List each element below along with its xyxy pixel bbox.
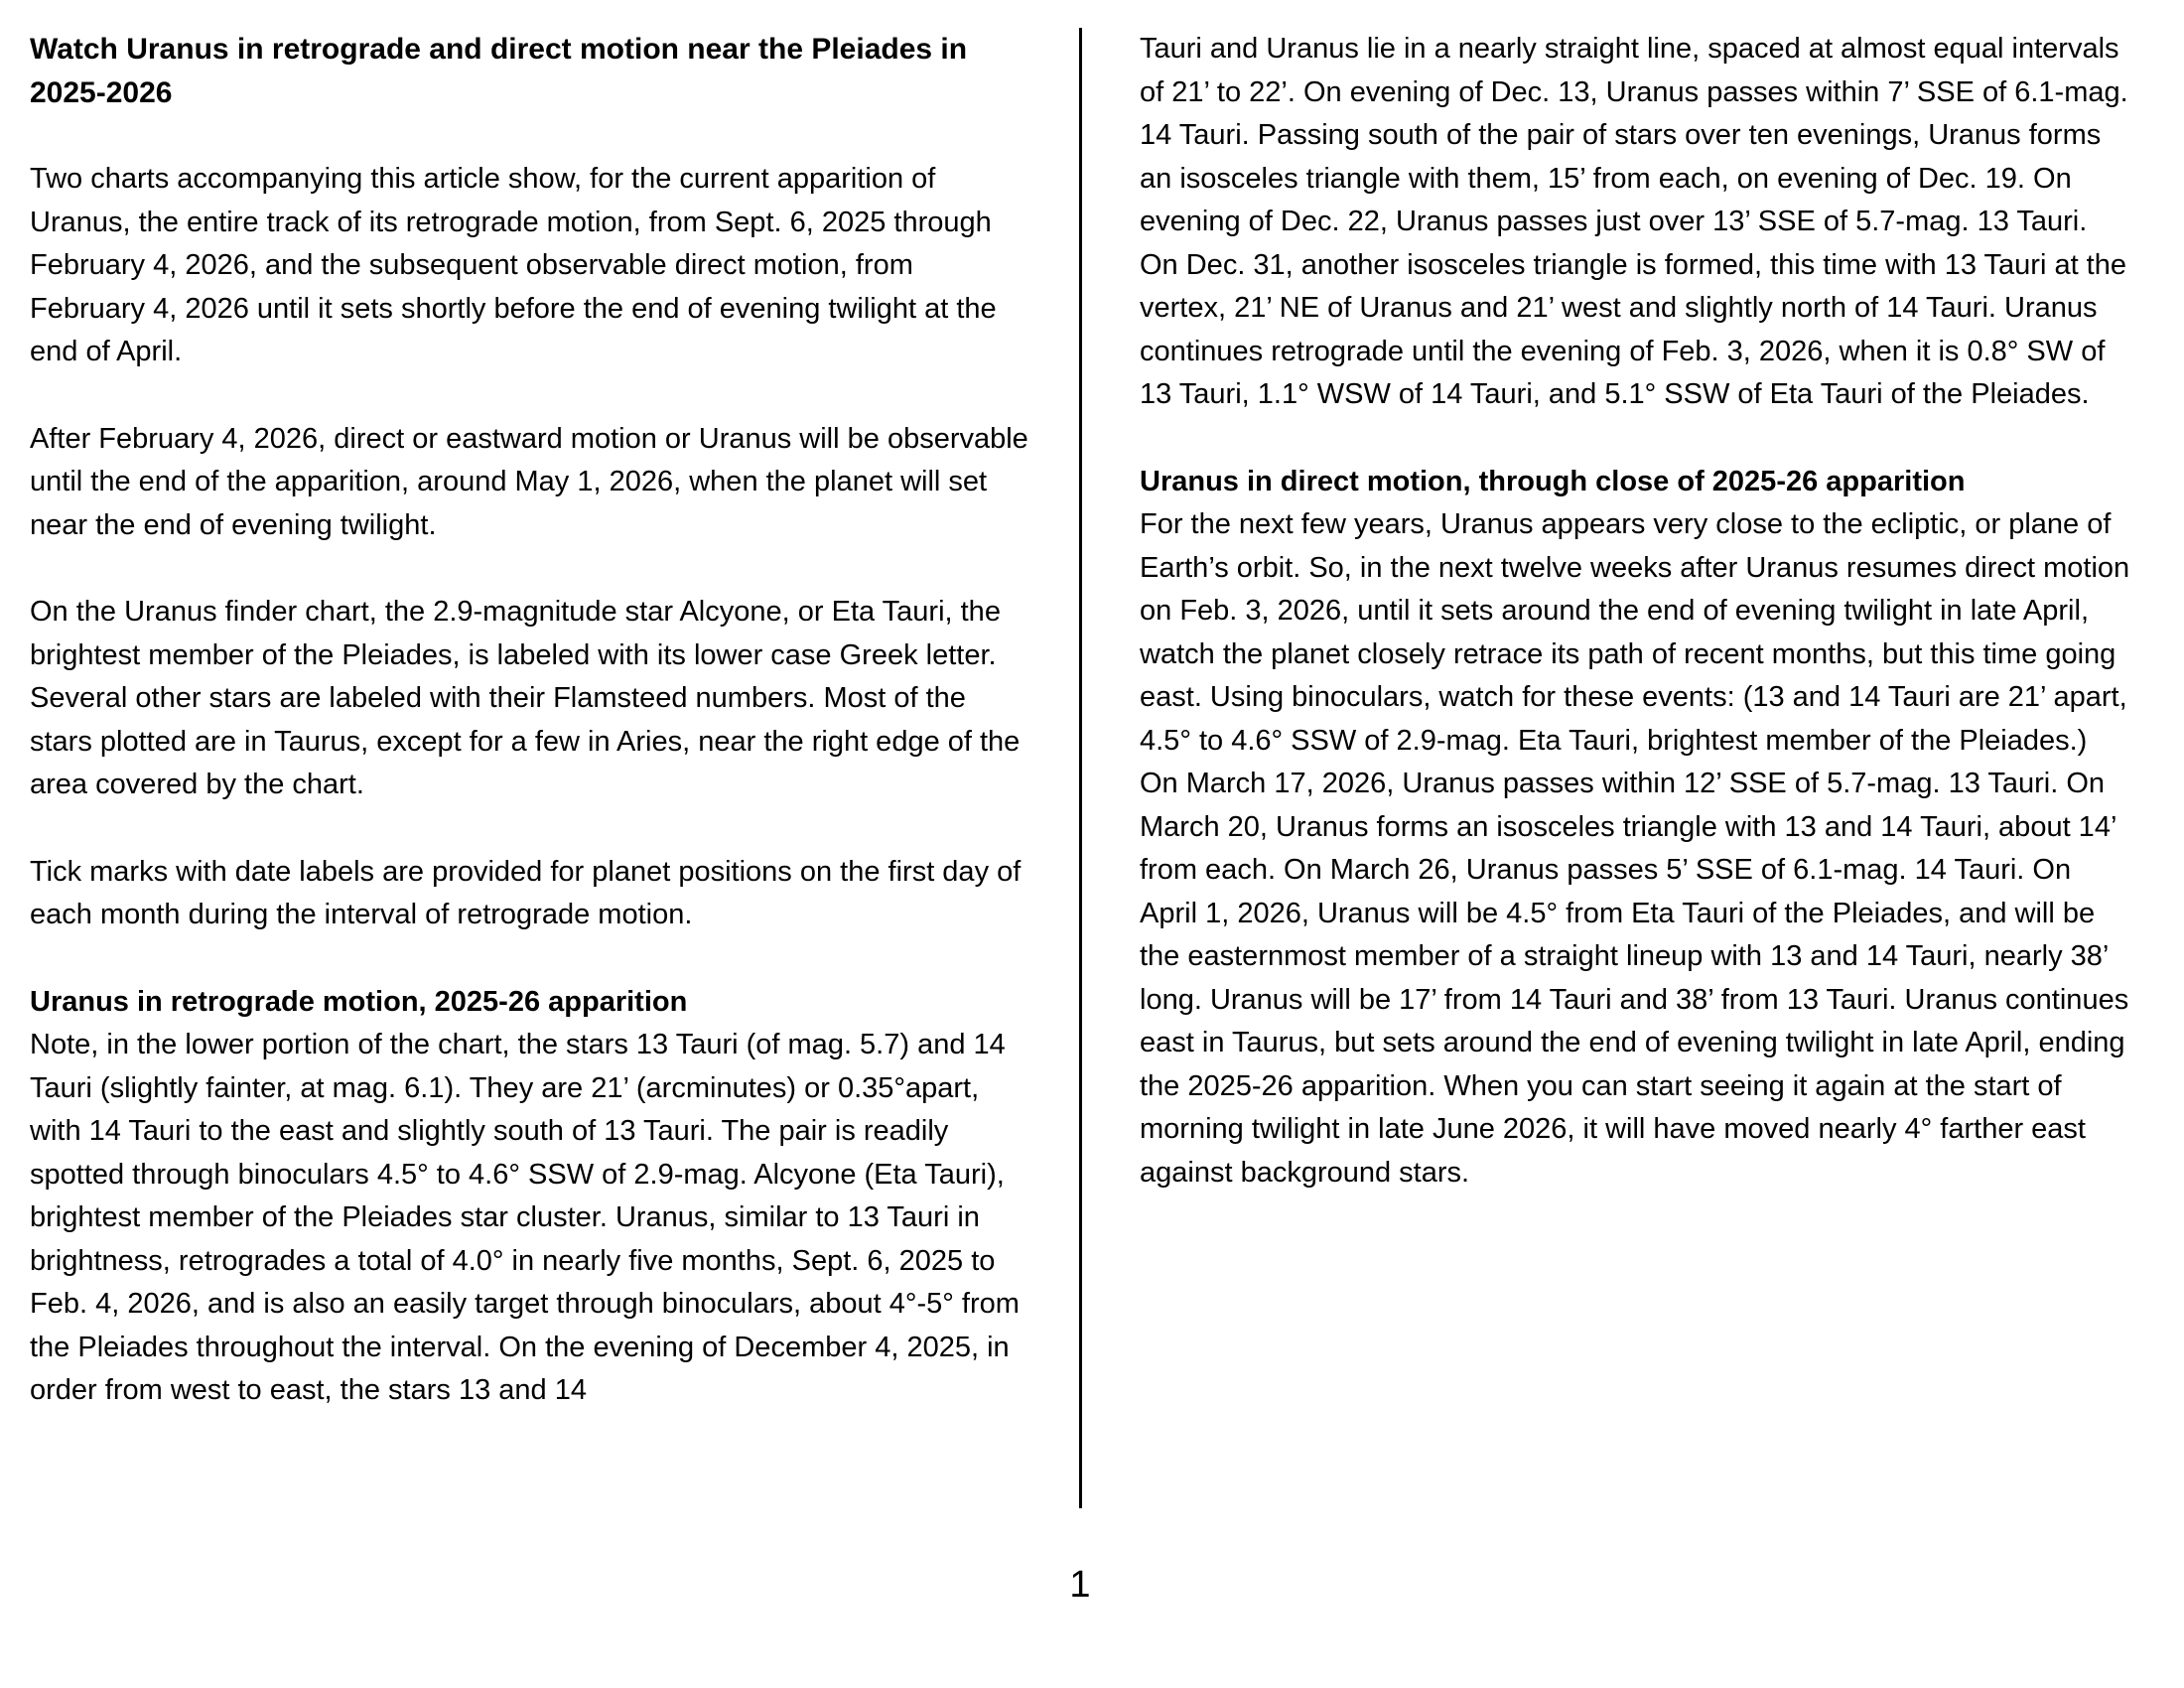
left-column (30, 28, 1034, 1413)
article-title: Watch Uranus in retrograde and direct motion near the Pleiades in 2025-2026 (30, 33, 968, 109)
paragraph-intro-charts: Two charts accompanying this article show, for the current apparition of Uranus, the entire track of its retrograde motion, from Sept. 6, 2025 through February 4, 2026, and the subsequent observable direct motion, from February 4, 2026 until it sets shortly before the end of evening twilight at the end of April. (30, 163, 997, 367)
section-heading-retrograde: Uranus in retrograde motion, 2025-26 apparition (30, 985, 688, 1018)
paragraph-finder-chart: On the Uranus finder chart, the 2.9-magnitude star Alcyone, or Eta Tauri, the brightest member of the Pleiades, is labeled with its lower case Greek letter. Several other stars are labeled with their Flamsteed numbers. Most of the stars plotted are in Taurus, except for a few in Aries, near the right edge of the area covered by the chart. (30, 596, 1021, 800)
paragraph-retrograde-details: Note, in the lower portion of the chart, the stars 13 Tauri (of mag. 5.7) and 14 Tauri (slightly fainter, at mag. 6.1). They are 21’ (arcminutes) or 0.35°apart, with 14 Tauri to the east and slightly south of 13 Tauri. The pair is readily spotted through binoculars 4.5° to 4.6° SSW of 2.9-mag. Alcyone (Eta Tauri), brightest member of the Pleiades star cluster. Uranus, similar to 13 Tauri in brightness, retrogrades a total of 4.0° in nearly five months, Sept. 6, 2025 to Feb. 4, 2026, and is also an easily target through binoculars, about 4°-5° from the Pleiades throughout the interval. On the evening of December 4, 2025, in order from west to east, the stars 13 and 14 (30, 1029, 1020, 1406)
page-number: 1 (1069, 1564, 1091, 1606)
column-divider-rule (1079, 28, 1082, 1508)
paragraph-tick-marks: Tick marks with date labels are provided for planet positions on the first day of each month during the interval of retrograde motion. (30, 855, 1022, 930)
paragraph-direct-motion-details: For the next few years, Uranus appears very close to the ecliptic, or plane of Earth’s orbit. So, in the next twelve weeks after Uranus resumes direct motion on Feb. 3, 2026, until it sets around the end of evening twilight in late April, watch the planet closely retrace its path of recent months, but this time going east. Using binoculars, watch for these events: (13 and 14 Tauri are 21’ apart, 4.5° to 4.6° SSW of 2.9-mag. Eta Tauri, brightest member of the Pleiades.) On March 17, 2026, Uranus passes within 12’ SSE of 5.7-mag. 13 Tauri. On March 20, Uranus forms an isosceles triangle with 13 and 14 Tauri, about 14’ from each. On March 26, Uranus passes 5’ SSE of 6.1-mag. 14 Tauri. On April 1, 2026, Uranus will be 4.5° from Eta Tauri of the Pleiades, and will be the easternmost member of a straight lineup with 13 and 14 Tauri, nearly 38’ long. Uranus will be 17’ from 14 Tauri and 38’ from 13 Tauri. Uranus continues east in Taurus, but sets around the end of evening twilight in late April, ending the 2025-26 apparition. When you can start seeing it again at the start of morning twilight in late June 2026, it will have moved nearly 4° farther east against background stars. (1140, 508, 2130, 1189)
right-column (1140, 28, 2132, 1195)
paragraph-after-february: After February 4, 2026, direct or eastward motion or Uranus will be observable until the end of the apparition, around May 1, 2026, when the planet will set near the end of evening twilight. (30, 422, 1028, 541)
section-heading-direct-motion: Uranus in direct motion, through close of 2025-26 apparition (1140, 465, 1966, 497)
paragraph-retrograde-continued: Tauri and Uranus lie in a nearly straight line, spaced at almost equal intervals of 21’ to 22’. On evening of Dec. 13, Uranus passes within 7’ SSE of 6.1-mag. 14 Tauri. Passing south of the pair of stars over ten evenings, Uranus forms an isosceles triangle with them, 15’ from each, on evening of Dec. 19. On evening of Dec. 22, Uranus passes just over 13’ SSE of 5.7-mag. 13 Tauri. On Dec. 31, another isosceles triangle is formed, this time with 13 Tauri at the vertex, 21’ NE of Uranus and 21’ west and slightly north of 14 Tauri. Uranus continues retrograde until the evening of Feb. 3, 2026, when it is 0.8° SW of 13 Tauri, 1.1° WSW of 14 Tauri, and 5.1° SSW of Eta Tauri of the Pleiades. (1140, 33, 2128, 410)
